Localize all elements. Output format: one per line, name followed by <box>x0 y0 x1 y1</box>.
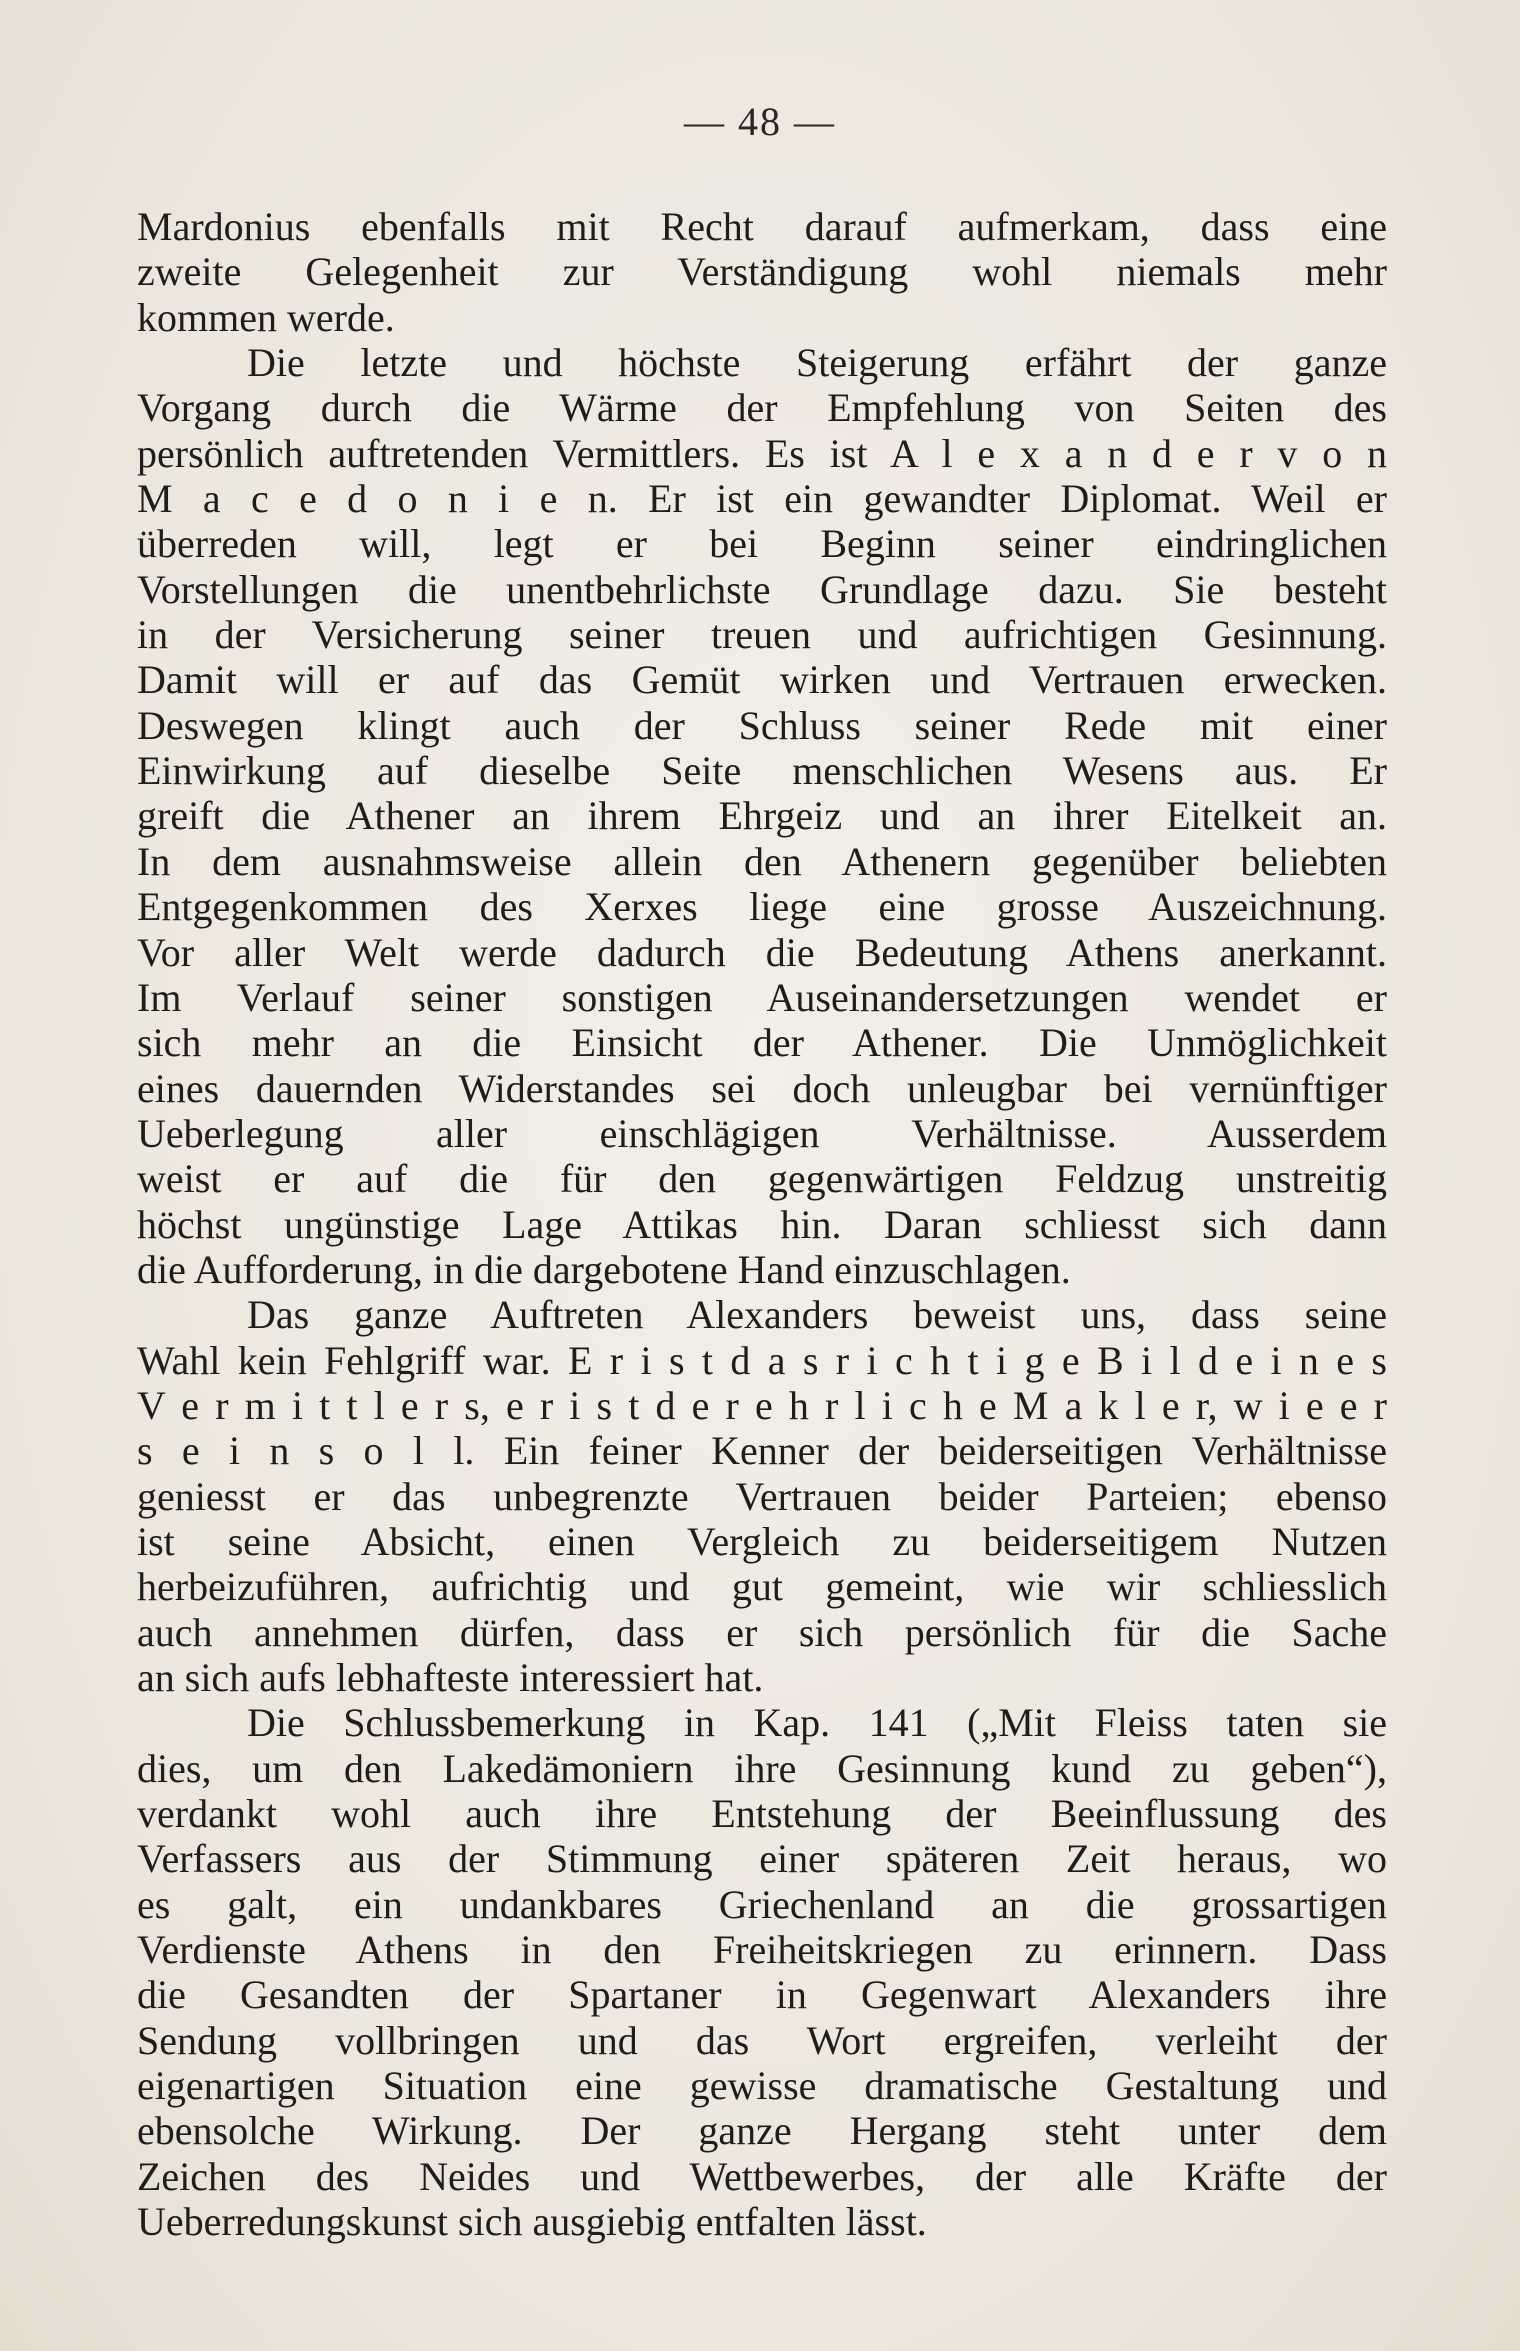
text-line: ist seine Absicht, einen Vergleich zu beiderseitigem Nutzen <box>137 1518 1387 1564</box>
page-number: — 48 — <box>684 99 836 144</box>
text-line: Wahl kein Fehlgriff war. E r i s t d a s r i c h t i g e B i l d e i n e s <box>137 1337 1387 1383</box>
text-line: Die Schlussbemerkung in Kap. 141 („Mit Fleiss taten sie <box>247 1700 1387 1746</box>
text-line: die Gesandten der Spartaner in Gegenwart Alexanders ihre <box>137 1972 1387 2018</box>
text-line: es galt, ein undankbares Griechenland an die grossartigen <box>137 1881 1387 1927</box>
text-line: Vor aller Welt werde dadurch die Bedeutung Athens anerkannt. <box>137 929 1387 975</box>
text-line: ebensolche Wirkung. Der ganze Hergang steht unter dem <box>137 2108 1387 2154</box>
text-line: In dem ausnahmsweise allein den Athenern gegenüber beliebten <box>137 838 1387 884</box>
text-line: Zeichen des Neides und Wettbewerbes, der alle Kräfte der <box>137 2153 1387 2199</box>
text-line: auch annehmen dürfen, dass er sich persönlich für die Sache <box>137 1609 1387 1655</box>
text-line: Die letzte und höchste Steigerung erfährt der ganze <box>247 340 1387 386</box>
text-line: Verfassers aus der Stimmung einer späteren Zeit heraus, wo <box>137 1836 1387 1882</box>
text-line: überreden will, legt er bei Beginn seiner eindringlichen <box>137 521 1387 567</box>
text-line: Ueberredungskunst sich ausgiebig entfalten lässt. <box>137 2199 927 2245</box>
text-line: Vorgang durch die Wärme der Empfehlung von Seiten des <box>137 385 1387 431</box>
text-line: Deswegen klingt auch der Schluss seiner Rede mit einer <box>137 702 1387 748</box>
text-line: Verdienste Athens in den Freiheitskriegen zu erinnern. Dass <box>137 1927 1387 1973</box>
text-line: M a c e d o n i e n. Er ist ein gewandter Diplomat. Weil er <box>137 476 1387 522</box>
text-line: weist er auf die für den gegenwärtigen Feldzug unstreitig <box>137 1156 1387 1202</box>
text-line: Damit will er auf das Gemüt wirken und Vertrauen erwecken. <box>137 657 1387 703</box>
text-line: Mardonius ebenfalls mit Recht darauf aufmerkam, dass eine <box>137 204 1387 249</box>
text-line: Im Verlauf seiner sonstigen Auseinandersetzungen wendet er <box>137 974 1387 1020</box>
body-text <box>137 204 1387 2244</box>
text-line: zweite Gelegenheit zur Verständigung wohl niemals mehr <box>137 249 1387 295</box>
text-line: eines dauernden Widerstandes sei doch unleugbar bei vernünftiger <box>137 1065 1387 1111</box>
text-line: herbeizuführen, aufrichtig und gut gemeint, wie wir schliesslich <box>137 1564 1387 1610</box>
text-line: geniesst er das unbegrenzte Vertrauen beider Parteien; ebenso <box>137 1473 1387 1519</box>
text-line: die Aufforderung, in die dargebotene Hand einzuschlagen. <box>137 1246 1071 1292</box>
text-line: höchst ungünstige Lage Attikas hin. Daran schliesst sich dann <box>137 1201 1387 1247</box>
text-line: kommen werde. <box>137 294 395 340</box>
text-line: Ueberlegung aller einschlägigen Verhältnisse. Ausserdem <box>137 1110 1387 1156</box>
text-line: V e r m i t t l e r s, e r i s t d e r e h r l i c h e M a k l e r, w i e e r <box>137 1382 1387 1428</box>
text-line: verdankt wohl auch ihre Entstehung der Beeinflussung des <box>137 1791 1387 1837</box>
text-line: Vorstellungen die unentbehrlichste Grundlage dazu. Sie besteht <box>137 566 1387 612</box>
text-line: persönlich auftretenden Vermittlers. Es ist A l e x a n d e r v o n <box>137 430 1387 476</box>
text-line: Einwirkung auf dieselbe Seite menschlichen Wesens aus. Er <box>137 748 1387 794</box>
text-line: Das ganze Auftreten Alexanders beweist uns, dass seine <box>247 1292 1387 1338</box>
text-line: Entgegenkommen des Xerxes liege eine grosse Auszeichnung. <box>137 884 1387 930</box>
text-line: in der Versicherung seiner treuen und aufrichtigen Gesinnung. <box>137 612 1387 658</box>
text-line: Sendung vollbringen und das Wort ergreifen, verleiht der <box>137 2017 1387 2063</box>
text-line: dies, um den Lakedämoniern ihre Gesinnung kund zu geben“), <box>137 1745 1387 1791</box>
text-line: eigenartigen Situation eine gewisse dramatische Gestaltung und <box>137 2063 1387 2109</box>
text-line: s e i n s o l l. Ein feiner Kenner der beiderseitigen Verhältnisse <box>137 1428 1387 1474</box>
text-line: an sich aufs lebhafteste interessiert hat. <box>137 1655 764 1700</box>
text-line: greift die Athener an ihrem Ehrgeiz und an ihrer Eitelkeit an. <box>137 793 1387 839</box>
text-line: sich mehr an die Einsicht der Athener. Die Unmöglichkeit <box>137 1020 1387 1066</box>
